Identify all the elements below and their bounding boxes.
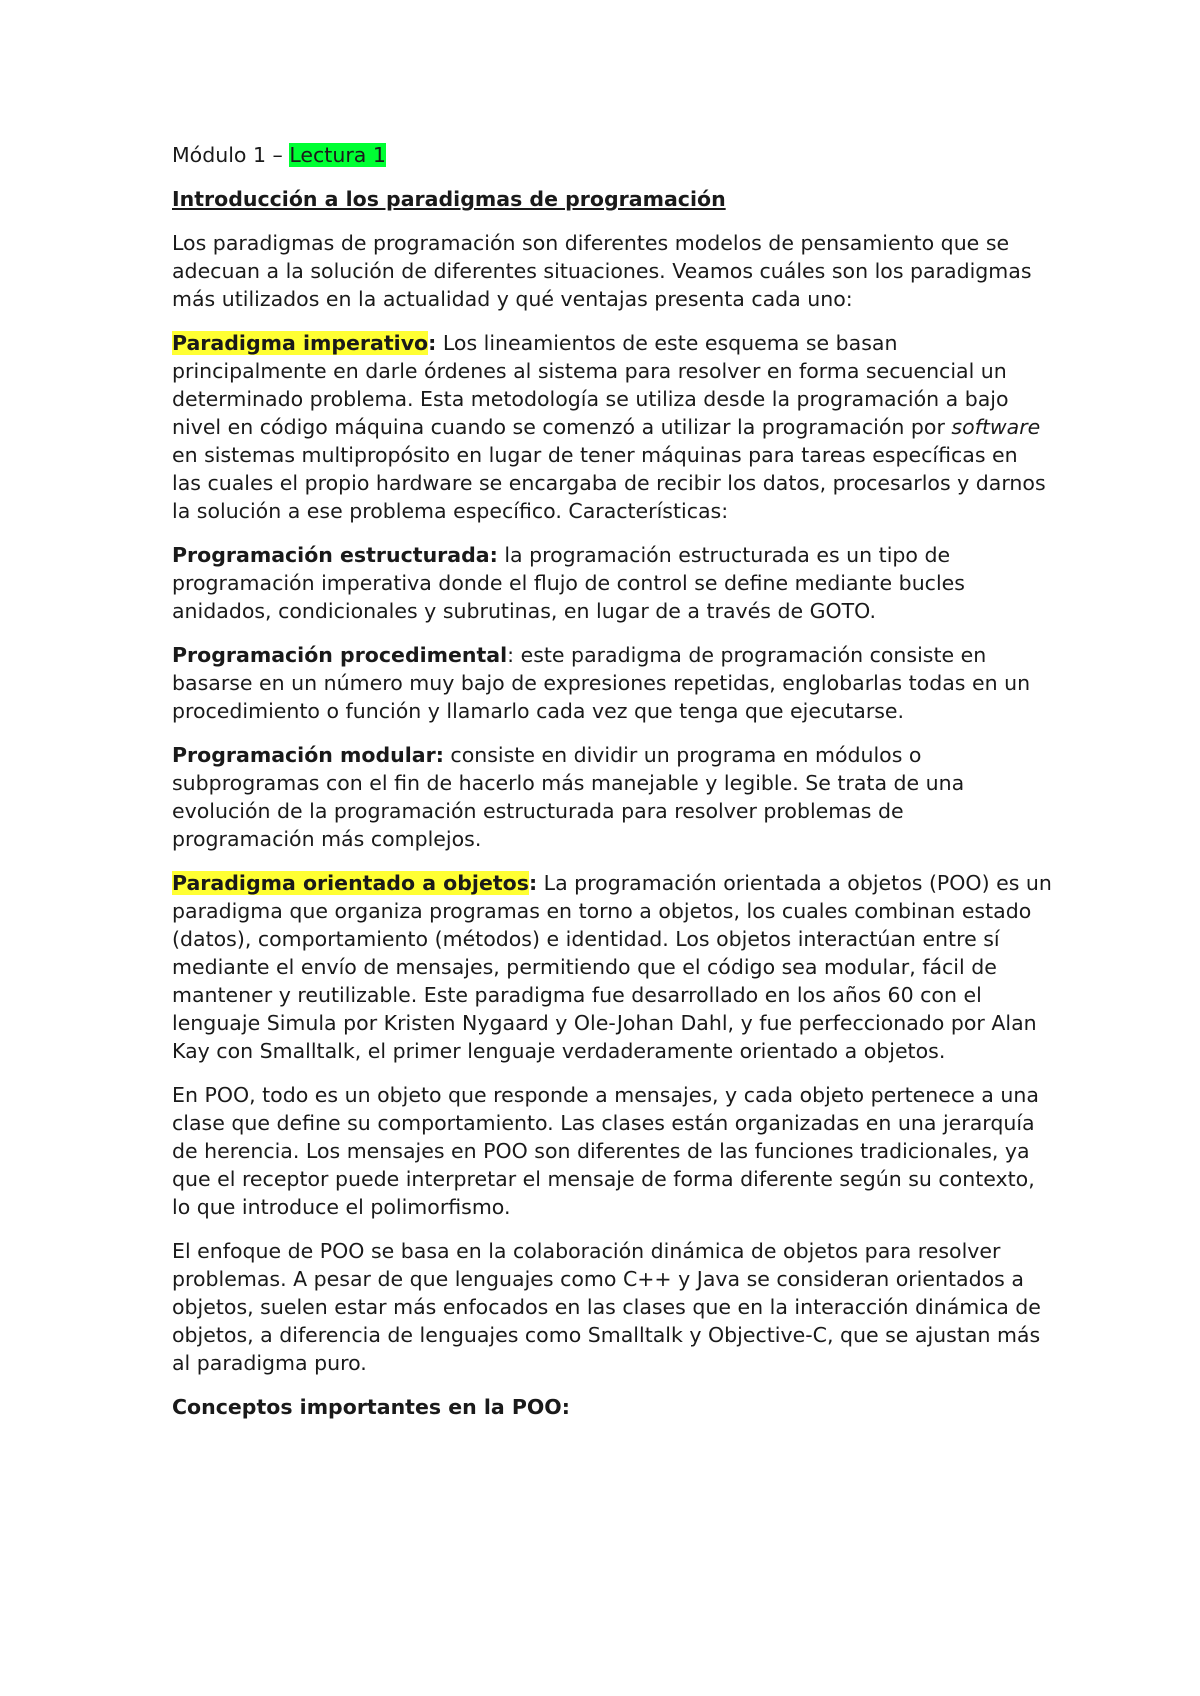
module-label: Módulo 1 – — [172, 143, 283, 167]
intro-paragraph: Los paradigmas de programación son diferentes modelos de pensamiento que se adecuan a la solución de diferentes situaciones. Veamos cuáles son los paradigmas más utilizados en la actualidad y qué ventajas presenta cada uno: — [172, 231, 1032, 311]
structured-term: Programación estructurada: — [172, 543, 498, 567]
structured-text: la programación estructurada es un tipo de programación imperativa donde el flujo de control se define mediante bucles anidados, condicionales y subrutinas, en lugar de a través de GOTO. — [172, 543, 965, 623]
imperative-text-before: Los lineamientos de este esquema se basan principalmente en darle órdenes al sistema para resolver en forma secuencial un determinado problema. Esta metodología se utiliza desde la programación a bajo nivel en código máquina cuando se comenzó a utilizar la programación por — [172, 331, 1009, 439]
poo-paragraph: En POO, todo es un objeto que responde a mensajes, y cada objeto pertenece a una clase que define su comportamiento. Las clases están organizadas en una jerarquía de herencia. Los mensajes en POO son diferentes de las funciones tradicionales, ya que el receptor puede interpretar el mensaje de forma diferente según su contexto, lo que introduce el polimorfismo. — [172, 1083, 1039, 1219]
oop-colon: : — [528, 871, 538, 895]
modular-text: consiste en dividir un programa en módulos o subprogramas con el fin de hacerlo más manejable y legible. Se trata de una evolución de la programación estructurada para resolver problemas de programación más complejos. — [172, 743, 965, 851]
procedural-paragraph — [172, 641, 1052, 725]
oop-text: La programación orientada a objetos (POO) es un paradigma que organiza programas en torno a objetos, los cuales combinan estado (datos), comportamiento (métodos) e identidad. Los objetos interactúan entre sí mediante el envío de mensajes, permitiendo que el código sea modular, fácil de mantener y reutilizable. Este paradigma fue desarrollado en los años 60 con el lenguaje Simula por Kristen Nygaard y Ole-Johan Dahl, y fue perfeccionado por Alan Kay con Smalltalk, el primer lenguaje verdaderamente orientado a objetos. — [172, 871, 1052, 1063]
imperative-italic: software — [951, 415, 1041, 439]
focus-paragraph: El enfoque de POO se basa en la colaboración dinámica de objetos para resolver problemas. A pesar de que lenguajes como C++ y Java se consideran orientados a objetos, suelen estar más enfocados en las clases que en la interacción dinámica de objetos, a diferencia de lenguajes como Smalltalk y Objective-C, que se ajustan más al paradigma puro. — [172, 1239, 1041, 1375]
imperative-text-after: en sistemas multipropósito en lugar de tener máquinas para tareas específicas en las cuales el propio hardware se encargaba de recibir los datos, procesarlos y darnos la solución a ese problema específico. Características: — [172, 443, 1046, 523]
page-title: Introducción a los paradigmas de programación — [172, 187, 726, 211]
procedural-text: : este paradigma de programación consiste en basarse en un número muy bajo de expresiones repetidas, englobarlas todas en un procedimiento o función y llamarlo cada vez que tenga que ejecutarse. — [172, 643, 1031, 723]
procedural-term: Programación procedimental — [172, 643, 508, 667]
modular-paragraph — [172, 741, 1052, 853]
document-page — [172, 141, 1052, 1437]
imperative-colon: : — [428, 331, 437, 355]
imperative-term: Paradigma imperativo — [172, 331, 429, 355]
lecture-label: Lectura 1 — [289, 143, 386, 167]
structured-paragraph — [172, 541, 1052, 625]
module-line — [172, 141, 1052, 169]
modular-term: Programación modular: — [172, 743, 444, 767]
concepts-heading: Conceptos importantes en la POO: — [172, 1395, 570, 1419]
imperative-paragraph — [172, 329, 1052, 525]
oop-paragraph — [172, 869, 1052, 1065]
oop-term: Paradigma orientado a objetos — [172, 871, 529, 895]
